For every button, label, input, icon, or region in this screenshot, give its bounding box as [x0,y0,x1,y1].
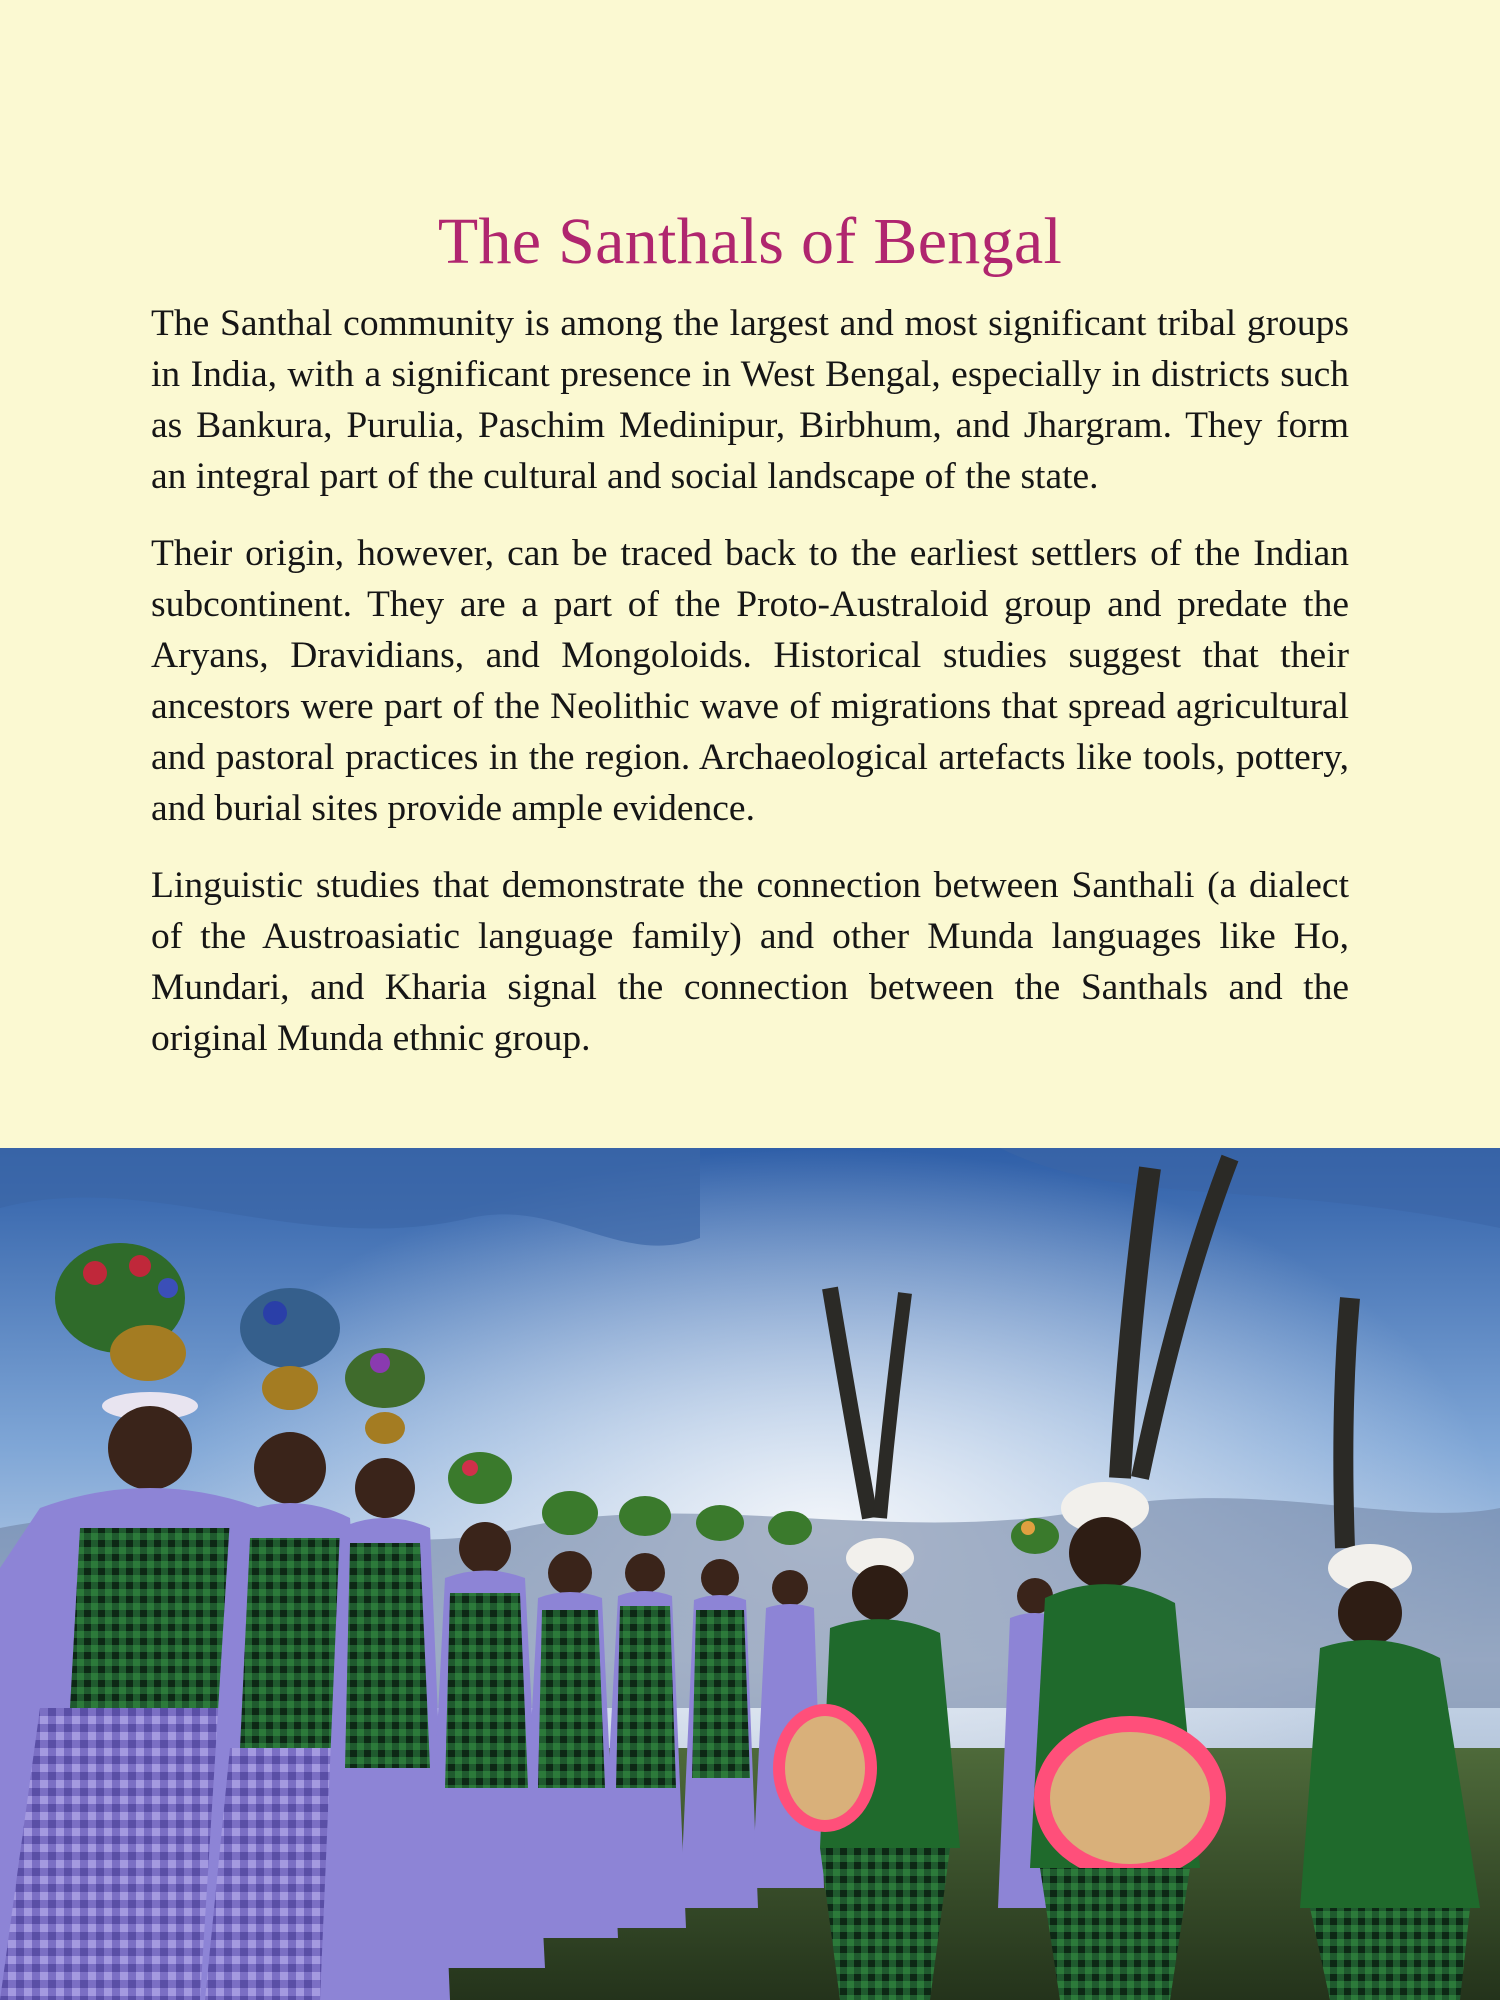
paragraph-2: Their origin, however, can be traced back to the earliest settlers of the Indian subcontinent. They are a part of the Proto-Australoid group and predate the Aryans, Dravidians, and Mongoloids. Historical studies suggest that their ancestors were part of the Neolithic wave of migrations that spread agricultural and pastoral practices in the region. Archaeological artefacts like tools, pottery, and burial sites provide ample evidence. [151,533,1349,829]
dance-photograph [0,1148,1500,2000]
paragraph-3: Linguistic studies that demonstrate the connection between Santhali (a dialect of the Austroasiatic language family) and other Munda languages like Ho, Mundari, and Kharia signal the connection between the Santhals and the original Munda ethnic group. [151,865,1349,1059]
page-title: The Santhals of Bengal [437,205,1063,279]
body-text [151,298,1349,1090]
paragraph-1: The Santhal community is among the largest and most significant tribal groups in India, with a significant presence in West Bengal, especially in districts such as Bankura, Purulia, Paschim Medinipur, Birbhum, and Jhargram. They form an integral part of the cultural and social landscape of the state. [151,303,1349,497]
